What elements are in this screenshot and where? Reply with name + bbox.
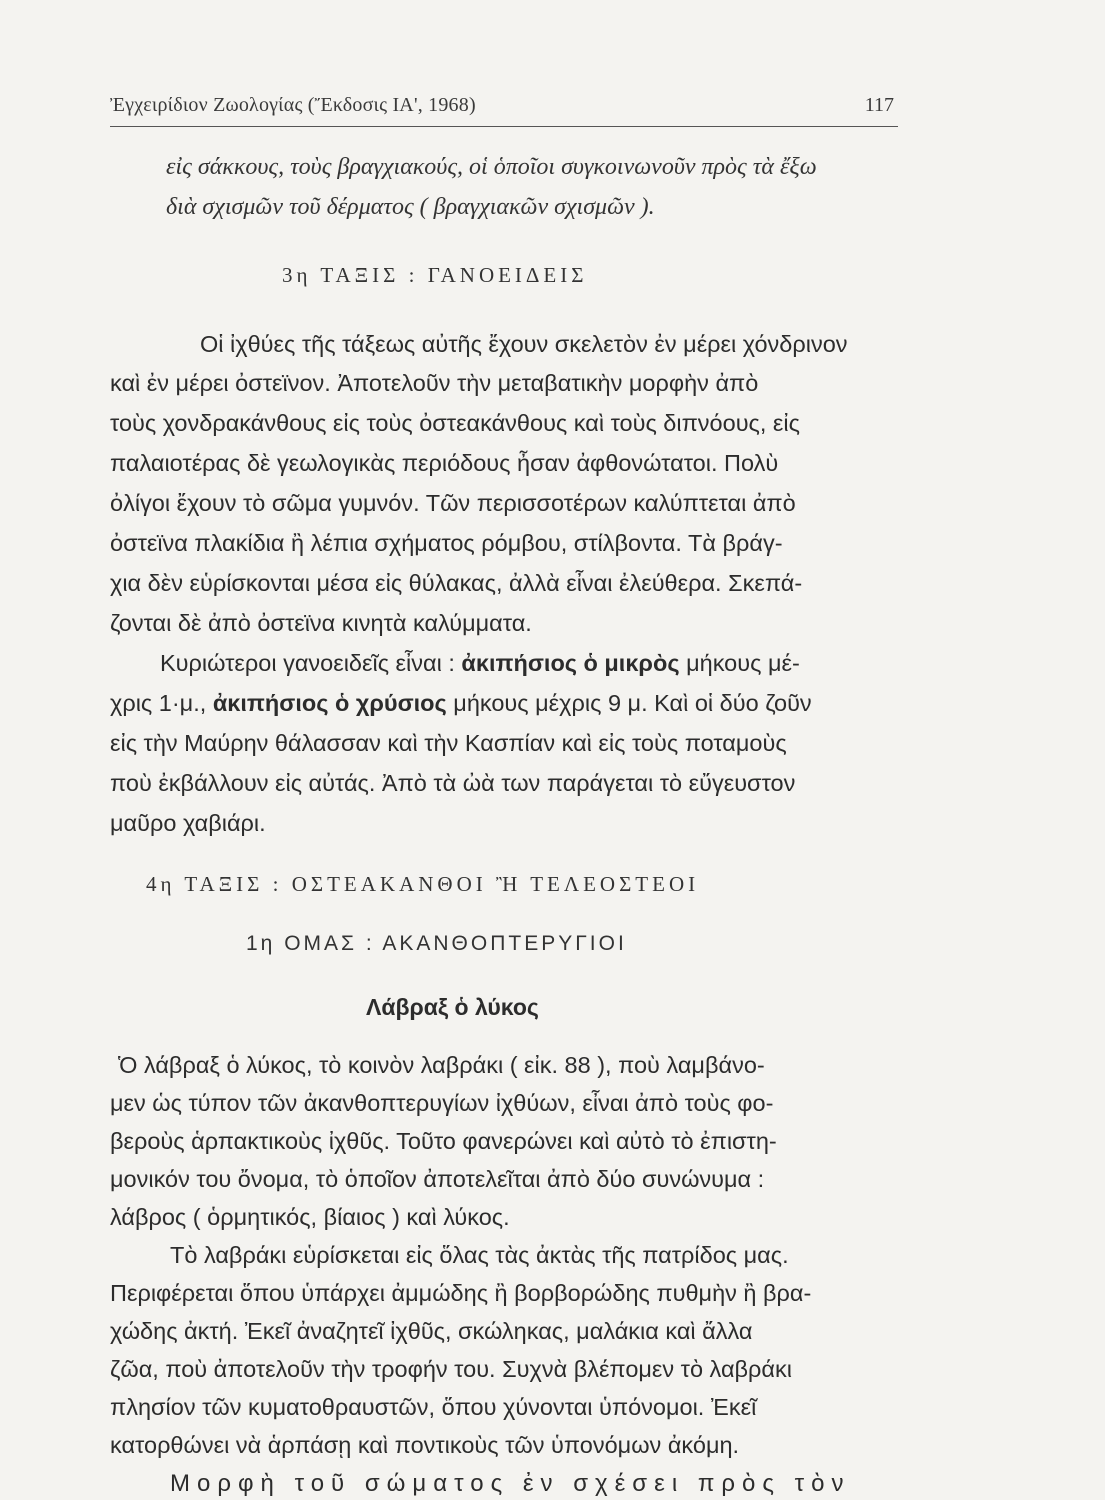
- text-line: χώδης ἀκτή. Ἐκεῖ ἀναζητεῖ ἰχθῦς, σκώληκας, μαλάκια καὶ ἄλλα: [110, 1318, 753, 1344]
- text-line: ποὺ ἐκβάλλουν εἰς αὐτάς. Ἀπὸ τὰ ὠὰ των παράγεται τὸ εὔγευστον: [110, 770, 796, 796]
- text-line: πλησίον τῶν κυματοθραυστῶν, ὅπου χύνονται ὑπόνομοι. Ἐκεῖ: [110, 1394, 757, 1420]
- running-header: [110, 92, 898, 127]
- text-line: κατορθώνει νὰ ἁρπάσῃ καὶ ποντικοὺς τῶν ὑπονόμων ἀκόμη.: [110, 1432, 740, 1458]
- species-name-bold: ἀκιπήσιος ὁ μικρὸς: [461, 650, 680, 676]
- text-line: Ὁ λάβραξ ὁ λύκος, τὸ κοινὸν λαβράκι ( εἰκ. 88 ), ποὺ λαμβάνο-: [118, 1052, 765, 1078]
- intro-line: εἰς σάκκους, τοὺς βραγχιακούς, οἱ ὁποῖοι συγκοινωνοῦν πρὸς τὰ ἔξω: [166, 154, 817, 180]
- text-run: μήκους μέ-: [679, 650, 800, 676]
- group-subheading: 1η ΟΜΑΣ : ΑΚΑΝΘΟΠΤΕΡΥΓΙΟΙ: [246, 932, 627, 955]
- text-line: παλαιοτέρας δὲ γεωλογικὰς περιόδους ἦσαν ἀφθονώτατοι. Πολὺ: [110, 450, 779, 476]
- text-line: ζονται δὲ ἀπὸ ὀστεϊνα κινητὰ καλύμματα.: [110, 610, 532, 636]
- text-run: μήκους μέχρις 9 μ. Καὶ οἱ δύο ζοῦν: [446, 690, 812, 716]
- text-line: μεν ὡς τύπον τῶν ἀκανθοπτερυγίων ἰχθύων, εἶναι ἀπὸ τοὺς φο-: [110, 1090, 774, 1116]
- page-number: 117: [864, 94, 894, 116]
- text-run: Κυριώτεροι γανοειδεῖς εἶναι :: [160, 650, 462, 676]
- spaced-text-line: Μορφὴ τοῦ σώματος ἐν σχέσει πρὸς τὸν: [170, 1470, 851, 1497]
- section-heading-ganoid: 3η ΤΑΞΙΣ : ΓΑΝΟΕΙΔΕΙΣ: [282, 263, 588, 287]
- text-line: [110, 690, 812, 717]
- book-title: Ἐγχειρίδιον Ζωολογίας (Ἔκδοσις ΙΑ', 1968): [110, 94, 476, 116]
- species-title: Λάβραξ ὁ λύκος: [366, 994, 539, 1020]
- text-run: χρις 1·μ.,: [110, 690, 213, 716]
- text-line: Οἱ ἰχθύες τῆς τάξεως αὐτῆς ἔχουν σκελετὸν ἐν μέρει χόνδρινον: [200, 331, 848, 357]
- intro-line: διὰ σχισμῶν τοῦ δέρματος ( βραγχιακῶν σχισμῶν ).: [166, 194, 655, 220]
- section-heading-teleost: 4η ΤΑΞΙΣ : ΟΣΤΕΑΚΑΝΘΟΙ Ἢ ΤΕΛΕΟΣΤΕΟΙ: [146, 872, 700, 896]
- text-line: ζῶα, ποὺ ἀποτελοῦν τὴν τροφήν του. Συχνὰ βλέπομεν τὸ λαβράκι: [110, 1356, 792, 1382]
- text-line: ὀστεϊνα πλακίδια ἢ λέπια σχήματος ρόμβου, στίλβοντα. Τὰ βράγ-: [110, 530, 783, 556]
- text-line: χια δὲν εὑρίσκονται μέσα εἰς θύλακας, ἀλλὰ εἶναι ἐλεύθερα. Σκεπά-: [110, 570, 803, 596]
- text-line: [160, 650, 800, 677]
- text-line: μαῦρο χαβιάρι.: [110, 810, 266, 836]
- text-line: μονικόν του ὄνομα, τὸ ὁποῖον ἀποτελεῖται ἀπὸ δύο συνώνυμα :: [110, 1166, 765, 1192]
- text-line: καὶ ἐν μέρει ὀστεϊνον. Ἀποτελοῦν τὴν μεταβατικὴν μορφὴν ἀπὸ: [110, 370, 759, 396]
- text-line: βεροὺς ἁρπακτικοὺς ἰχθῦς. Τοῦτο φανερώνει καὶ αὐτὸ τὸ ἐπιστη-: [110, 1128, 777, 1154]
- text-line: εἰς τὴν Μαύρην θάλασσαν καὶ τὴν Κασπίαν καὶ εἰς τοὺς ποταμοὺς: [110, 730, 787, 756]
- text-line: Τὸ λαβράκι εὑρίσκεται εἰς ὅλας τὰς ἀκτὰς τῆς πατρίδος μας.: [170, 1242, 789, 1268]
- text-line: ὀλίγοι ἔχουν τὸ σῶμα γυμνόν. Τῶν περισσοτέρων καλύπτεται ἀπὸ: [110, 490, 796, 516]
- species-name-bold: ἀκιπήσιος ὁ χρύσιος: [212, 690, 447, 716]
- text-line: τοὺς χονδρακάνθους εἰς τοὺς ὀστεακάνθους καὶ τοὺς διπνόους, εἰς: [110, 410, 800, 436]
- text-line: Περιφέρεται ὅπου ὑπάρχει ἀμμώδης ἢ βορβορώδης πυθμὴν ἢ βρα-: [110, 1280, 812, 1306]
- text-line: λάβρος ( ὁρμητικός, βίαιος ) καὶ λύκος.: [110, 1204, 510, 1230]
